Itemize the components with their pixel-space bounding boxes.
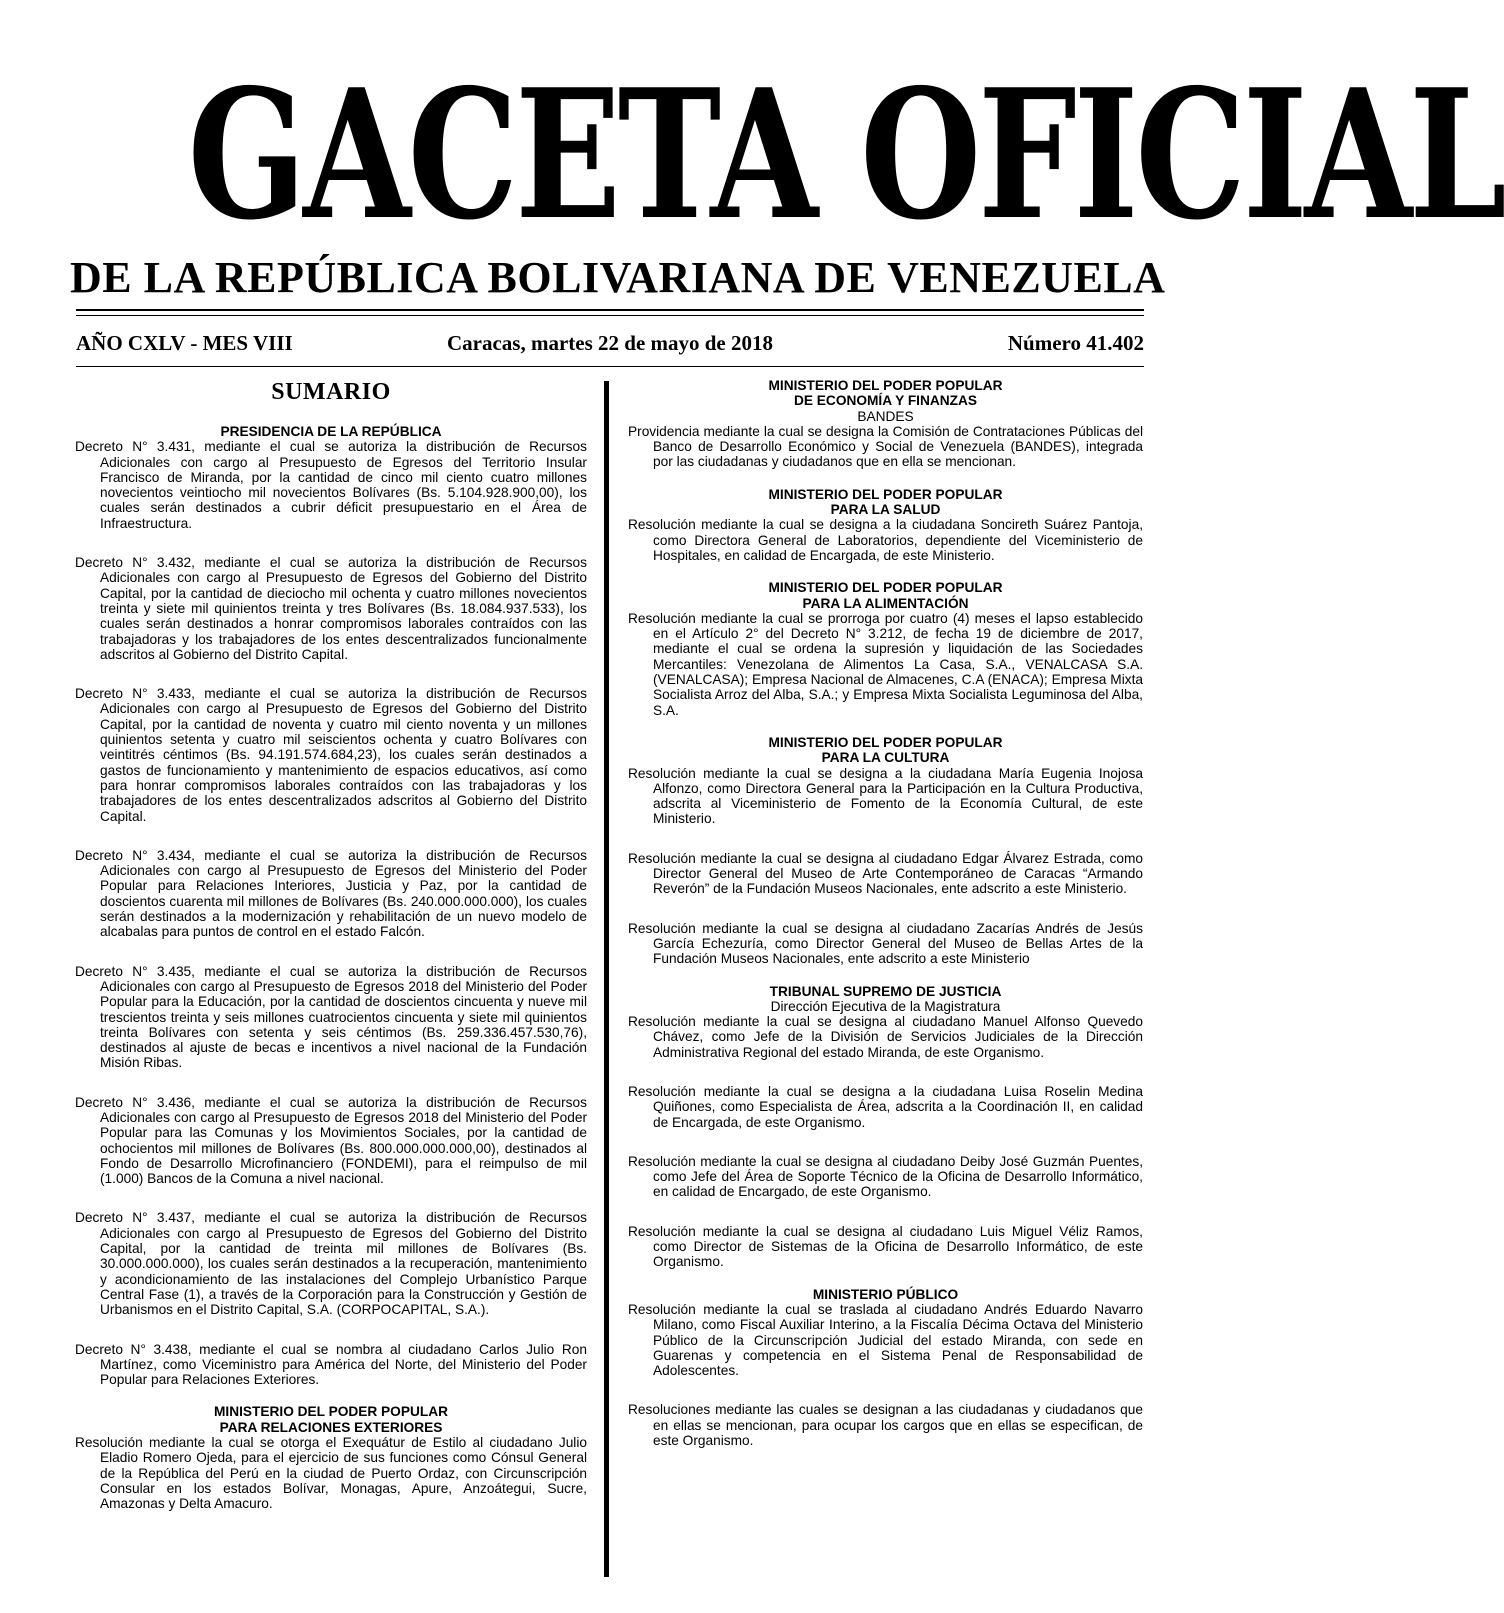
sumario-entry: Decreto N° 3.434, mediante el cual se autoriza la distribución de Recursos Adicionales con cargo al Presupuesto de Egresos del Ministerio del Poder Popular para Relaciones Interiores, Justicia y Paz, por la cantidad de doscientos cuarenta mil millones de Bolívares (Bs. 240.000.000.000), los cuales serán destinados a la modernización y rehabilitación de un nuevo modelo de alcabalas para puntos de control en el estado Falcón. — [75, 847, 587, 940]
sumario-entry: Providencia mediante la cual se designa la Comisión de Contrataciones Públicas del Banco de Desarrollo Económico y Social de Venezuela (BANDES), integrada por las ciudadanas y ciudadanos que en ella se mencionan. — [628, 423, 1143, 470]
sumario-entry: Decreto N° 3.438, mediante el cual se nombra al ciudadano Carlos Julio Ron Martínez, como Viceministro para América del Norte, del Ministerio del Poder Popular para Relaciones Exteriores. — [75, 1341, 587, 1388]
sumario-entry: Resolución mediante la cual se designa al ciudadano Manuel Alfonso Quevedo Chávez, como Jefe de la División de Servicios Judiciales de la Dirección Administrativa Regional del estado Miranda, de este Organismo. — [628, 1014, 1143, 1060]
section-heading-economia-2: DE ECONOMÍA Y FINANZAS — [793, 393, 978, 409]
sumario-title: SUMARIO — [271, 379, 391, 405]
section-heading-tsj: TRIBUNAL SUPREMO DE JUSTICIA — [769, 983, 1002, 999]
dateline-year-month: AÑO CXLV - MES VIII — [76, 331, 293, 355]
column-divider — [604, 381, 609, 1577]
sumario-entry: Resolución mediante la cual se designa al ciudadano Edgar Álvarez Estrada, como Director General del Museo de Arte Contemporáneo de Caracas “Armando Reverón” de la Fundación Museos Nacionales, ente adscrito a este Ministerio. — [628, 850, 1143, 897]
masthead-title: GACETA OFICIAL — [187, 50, 1504, 259]
sumario-entry: Resolución mediante la cual se traslada al ciudadano Andrés Eduardo Navarro Milano, como Fiscal Auxiliar Interino, a la Fiscalía Décima Octava del Ministerio Público de la Circunscripción Judicial del estado Miranda, con sede en Guarenas y competencia en el Sistema Penal de Responsabilidad de Adolescentes. — [628, 1301, 1143, 1379]
dateline — [76, 330, 1144, 356]
sumario-entry: Decreto N° 3.433, mediante el cual se autoriza la distribución de Recursos Adicionales con cargo al Presupuesto de Egresos del Gobierno del Distrito Capital, por la cantidad de noventa y cuatro mil ciento noventa y un millones quinientos setenta y cuatro mil seiscientos ochenta y cuatro Bolívares con veintitrés céntimos (Bs. 94.191.574.684,23), los cuales serán destinados a gastos de funcionamiento y mantenimiento de espacios educativos, así como para honrar compromisos laborales contraídos con las trabajadoras y los trabajadores de los entes descentralizados adscritos al Gobierno del Distrito Capital. — [75, 686, 587, 824]
dateline-number: Número 41.402 — [1007, 331, 1144, 355]
sumario-entry: Resolución mediante la cual se designa al ciudadano Zacarías Andrés de Jesús García Echezuría, como Director General del Museo de Bellas Artes de la Fundación Museos Nacionales, ente adscrito a este Ministerio — [628, 920, 1143, 967]
section-subheading-tsj: Dirección Ejecutiva de la Magistratura — [770, 998, 1001, 1014]
section-subheading-bandes: BANDES — [857, 408, 914, 424]
sumario-entry: Resoluciones mediante las cuales se designan a las ciudadanas y ciudadanos que en ellas se mencionan, para ocupar los cargos que en ellas se especifican, de este Organismo. — [628, 1402, 1143, 1449]
dateline-date: Caracas, martes 22 de mayo de 2018 — [446, 331, 774, 355]
dateline-rule — [76, 366, 1144, 367]
masthead-subtitle: DE LA REPÚBLICA BOLIVARIANA DE VENEZUELA — [70, 253, 1166, 302]
sumario-entry: Decreto N° 3.435, mediante el cual se autoriza la distribución de Recursos Adicionales con cargo al Presupuesto de Egresos 2018 del Ministerio del Poder Popular para la Educación, por la cantidad de doscientos cincuenta y nueve mil trescientos treinta y seis millones cuatrocientos cincuenta y siete mil quinientos treinta Bolívares con setenta y seis céntimos (Bs. 259.336.457.530,76), destinados al ajuste de becas e incentivos a nivel nacional de la Fundación Misión Ribas. — [75, 963, 587, 1071]
sumario-left-column — [75, 378, 587, 1512]
sumario-entry: Resolución mediante la cual se designa al ciudadano Luis Miguel Véliz Ramos, como Director de Sistemas de la Oficina de Desarrollo Informático, de este Organismo. — [628, 1223, 1143, 1270]
sumario-entry: Decreto N° 3.431, mediante el cual se autoriza la distribución de Recursos Adicionales con cargo al Presupuesto de Egresos del Territorio Insular Francisco de Miranda, por la cantidad de cinco mil ciento cuatro millones novecientos veintiocho mil novecientos Bolívares (Bs. 5.104.928.900,00), los cuales serán destinados a cubrir déficit presupuestario en el Área de Infraestructura. — [75, 439, 587, 531]
section-heading-cultura-1: MINISTERIO DEL PODER POPULAR — [768, 734, 1003, 750]
sumario-entry: Resolución mediante la cual se prorroga por cuatro (4) meses el lapso establecido en el Artículo 2° del Decreto N° 3.212, de fecha 19 de diciembre de 2017, mediante el cual se ordena la supresión y liquidación de las Sociedades Mercantiles: Venezolana de Alimentos La Casa, S.A., VENALCASA S.A. (VENALCASA); Empresa Nacional de Almacenes, C.A (ENACA); Empresa Mixta Socialista Arroz del Alba, S.A.; y Empresa Mixta Socialista Leguminosa del Alba, S.A. — [628, 610, 1143, 718]
section-heading-salud-1: MINISTERIO DEL PODER POPULAR — [768, 486, 1003, 502]
sumario-entry: Decreto N° 3.432, mediante el cual se autoriza la distribución de Recursos Adicionales con cargo al Presupuesto de Egresos del Gobierno del Distrito Capital, por la cantidad de dieciocho mil ochenta y cuatro millones novecientos treinta y siete mil quinientos treinta y tres Bolívares (Bs. 18.084.937.533), los cuales serán destinados a honrar compromisos laborales contraídos con las trabajadoras y los trabajadores de los entes descentralizados funcionalmente adscritos al Gobierno del Distrito Capital. — [75, 555, 587, 662]
section-heading-economia-1: MINISTERIO DEL PODER POPULAR — [768, 378, 1003, 393]
sumario-entry: Resolución mediante la cual se designa a la ciudadana Luisa Roselin Medina Quiñones, como Especialista de Área, adscrita a la Coordinación II, en calidad de Encargada, de este Organismo. — [628, 1083, 1143, 1130]
section-heading-salud-2: PARA LA SALUD — [830, 502, 941, 518]
masthead-rule-top — [76, 309, 1144, 311]
sumario-entry: Resolución mediante la cual se designa al ciudadano Deiby José Guzmán Puentes, como Jefe del Área de Soporte Técnico de la Oficina de Desarrollo Informático, en calidad de Encargado, de este Organismo. — [628, 1153, 1143, 1200]
section-heading-relaciones-exteriores-1: MINISTERIO DEL PODER POPULAR — [214, 1404, 448, 1420]
sumario-entry: Decreto N° 3.437, mediante el cual se autoriza la distribución de Recursos Adicionales con cargo al Presupuesto de Egresos del Gobierno del Distrito Capital, por la cantidad de treinta mil millones de Bolívares (Bs. 30.000.000.000), los cuales serán destinados a la recuperación, mantenimiento y acondicionamiento de las instalaciones del Complejo Urbanístico Parque Central Fase (1), a través de la Corporación para la Construcción y Gestión de Urbanismos en el Distrito Capital, S.A. (CORPOCAPITAL, S.A.). — [75, 1210, 587, 1318]
section-heading-alimentacion-2: PARA LA ALIMENTACIÓN — [802, 595, 969, 611]
sumario-entry: Resolución mediante la cual se designa a la ciudadana Soncireth Suárez Pantoja, como Directora General de Laboratorios, dependiente del Viceministerio de Hospitales, en calidad de Encargada, de este Ministerio. — [628, 517, 1143, 563]
sumario-entry: Resolución mediante la cual se designa a la ciudadana María Eugenia Inojosa Alfonzo, como Directora General para la Participación en la Cultura Productiva, adscrita al Viceministerio de Fomento de la Economía Cultural, de este Ministerio. — [628, 765, 1143, 827]
section-heading-ministerio-publico: MINISTERIO PÚBLICO — [812, 1286, 959, 1302]
section-heading-alimentacion-1: MINISTERIO DEL PODER POPULAR — [768, 580, 1003, 596]
section-heading-cultura-2: PARA LA CULTURA — [821, 750, 950, 766]
sumario-entry: Decreto N° 3.436, mediante el cual se autoriza la distribución de Recursos Adicionales con cargo al Presupuesto de Egresos 2018 del Ministerio del Poder Popular para las Comunas y los Movimientos Sociales, por la cantidad de ochocientos mil millones de Bolívares (Bs. 800.000.000.000,00), destinados al Fondo de Desarrollo Microfinanciero (FONDEMI), para el reimpulso de mil (1.000) Bancos de la Comuna a nivel nacional. — [75, 1094, 587, 1187]
section-heading-relaciones-exteriores-2: PARA RELACIONES EXTERIORES — [219, 1419, 443, 1435]
sumario-entry: Resolución mediante la cual se otorga el Exequátur de Estilo al ciudadano Julio Eladio Romero Ojeda, para el ejercicio de sus funciones como Cónsul General de la República del Perú en la ciudad de Puerto Ordaz, con Circunscripción Consular en los estados Bolívar, Monagas, Apure, Anzoátegui, Sucre, Amazonas y Delta Amacuro. — [75, 1435, 587, 1512]
sumario-right-column — [628, 378, 1143, 1448]
masthead-rule-bottom — [76, 315, 1144, 316]
section-heading-presidencia: PRESIDENCIA DE LA REPÚBLICA — [220, 424, 442, 439]
